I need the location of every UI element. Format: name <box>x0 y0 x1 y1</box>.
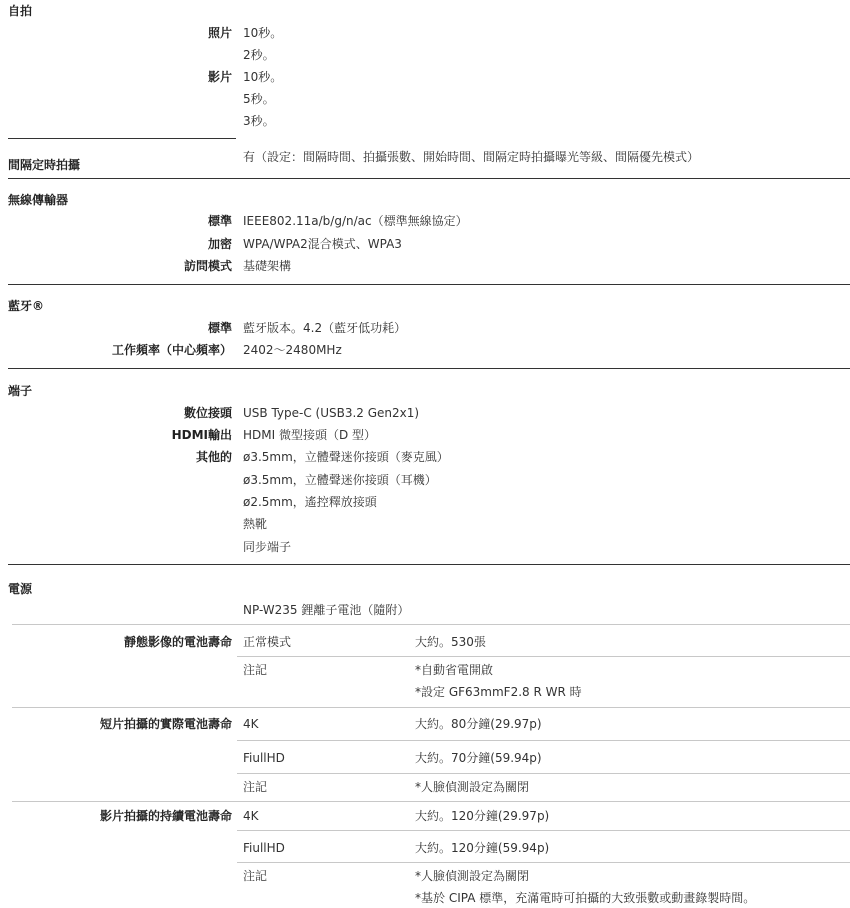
row-divider <box>12 801 850 802</box>
still-note-1: *自動省電開啟 <box>415 663 494 677</box>
still-mode-label: 正常模式 <box>243 635 292 649</box>
terminals-other-value-4: 熱靴 <box>243 517 268 531</box>
wireless-standard-value: IEEE802.11a/b/g/n/ac（標準無線協定） <box>243 214 468 228</box>
terminals-other-value-5: 同步端子 <box>243 540 292 554</box>
row-divider <box>12 707 850 708</box>
row-divider <box>237 830 850 831</box>
terminals-other-label: 其他的 <box>195 450 232 464</box>
selfie-video-label: 影片 <box>207 70 232 84</box>
section-heading-interval: 間隔定時拍攝 <box>8 158 81 172</box>
terminals-other-value-1: ø3.5mm，立體聲迷你接頭（麥克風） <box>243 450 449 464</box>
continuous-note-label: 注記 <box>243 869 268 883</box>
short-note-label: 注記 <box>243 780 268 794</box>
section-divider <box>8 284 850 285</box>
short-4k-label: 4K <box>243 717 259 731</box>
wireless-access-mode-value: 基礎架構 <box>243 259 292 273</box>
selfie-photo-label: 照片 <box>207 26 232 40</box>
section-divider <box>8 368 850 369</box>
section-heading-power: 電源 <box>8 582 33 596</box>
interval-value: 有（設定：間隔時間、拍攝張數、開始時間、間隔定時拍攝曝光等級、間隔優先模式） <box>243 150 700 164</box>
bluetooth-frequency-label: 工作頻率（中心頻率） <box>111 343 232 357</box>
short-note: *人臉偵測設定為關閉 <box>415 780 530 794</box>
wireless-access-mode-label: 訪問模式 <box>183 259 232 273</box>
short-fhd-label: FiullHD <box>243 751 285 765</box>
bluetooth-frequency-value: 2402～2480MHz <box>243 343 342 357</box>
section-divider <box>8 178 850 179</box>
terminals-hdmi-label: HDMI輸出 <box>171 428 232 442</box>
wireless-encryption-value: WPA/WPA2混合模式、WPA3 <box>243 237 402 251</box>
bluetooth-standard-label: 標準 <box>207 321 232 335</box>
terminals-other-value-2: ø3.5mm，立體聲迷你接頭（耳機） <box>243 473 437 487</box>
wireless-standard-label: 標準 <box>207 214 232 228</box>
terminals-other-value-3: ø2.5mm，遙控釋放接頭 <box>243 495 377 509</box>
row-divider <box>237 773 850 774</box>
terminals-digital-value: USB Type-C (USB3.2 Gen2x1) <box>243 406 420 420</box>
selfie-video-value-3: 3秒。 <box>243 114 275 128</box>
wireless-encryption-label: 加密 <box>207 237 232 251</box>
row-divider <box>12 624 850 625</box>
continuous-note-2: *基於 CIPA 標準，充滿電時可拍攝的大致張數或動畫錄製時間。 <box>415 891 756 905</box>
selfie-video-value-1: 10秒。 <box>243 70 283 84</box>
selfie-photo-value-1: 10秒。 <box>243 26 283 40</box>
continuous-note-1: *人臉偵測設定為關閉 <box>415 869 530 883</box>
still-note-2: *設定 GF63mmF2.8 R WR 時 <box>415 685 582 699</box>
section-heading-selfie: 自拍 <box>8 4 33 18</box>
still-mode-value: 大約。530張 <box>415 635 486 649</box>
section-heading-wireless: 無線傳輸器 <box>8 193 69 207</box>
bluetooth-standard-value: 藍牙版本。4.2（藍牙低功耗） <box>243 321 407 335</box>
continuous-battery-life-label: 影片拍攝的持續電池壽命 <box>99 809 232 823</box>
continuous-fhd-value: 大約。120分鐘(59.94p) <box>415 841 550 855</box>
section-heading-terminals: 端子 <box>8 384 33 398</box>
terminals-hdmi-value: HDMI 微型接頭（D 型） <box>243 428 377 442</box>
continuous-4k-label: 4K <box>243 809 259 823</box>
section-divider <box>8 564 850 565</box>
short-fhd-value: 大約。70分鐘(59.94p) <box>415 751 542 765</box>
row-divider <box>237 740 850 741</box>
short-battery-life-label: 短片拍攝的實際電池壽命 <box>99 717 232 731</box>
still-battery-life-label: 靜態影像的電池壽命 <box>123 635 232 649</box>
continuous-fhd-label: FiullHD <box>243 841 285 855</box>
section-heading-bluetooth: 藍牙® <box>8 299 45 313</box>
terminals-digital-label: 數位接頭 <box>183 406 232 420</box>
row-divider <box>237 656 850 657</box>
short-4k-value: 大約。80分鐘(29.97p) <box>415 717 542 731</box>
still-note-label: 注記 <box>243 663 268 677</box>
selfie-video-value-2: 5秒。 <box>243 92 275 106</box>
row-divider <box>237 862 850 863</box>
section-divider <box>8 138 236 139</box>
power-battery-value: NP-W235 鋰離子電池（隨附） <box>243 603 410 617</box>
continuous-4k-value: 大約。120分鐘(29.97p) <box>415 809 550 823</box>
selfie-photo-value-2: 2秒。 <box>243 48 275 62</box>
